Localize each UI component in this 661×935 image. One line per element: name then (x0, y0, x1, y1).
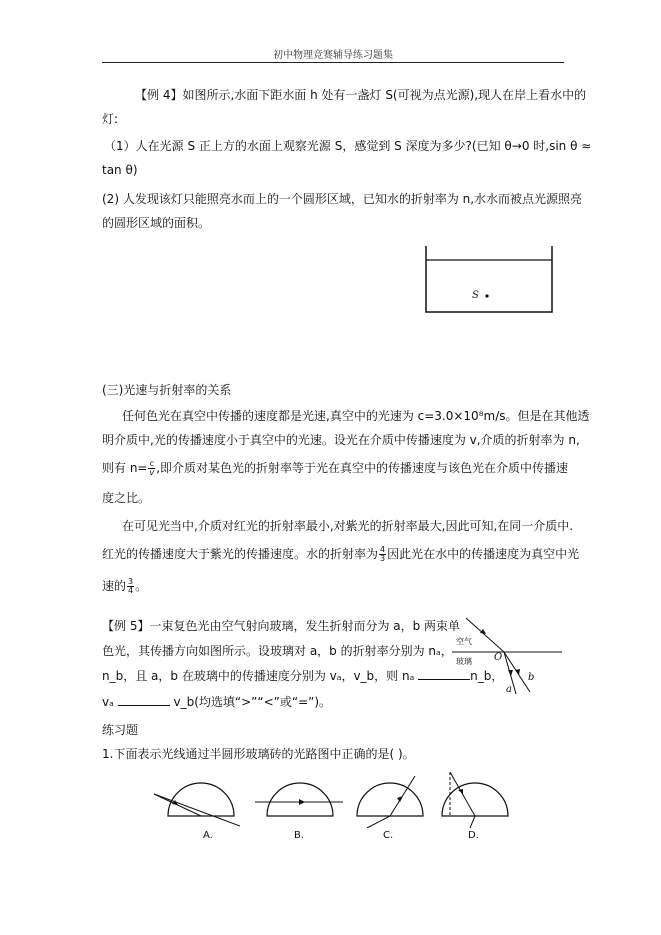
option-a-figure (150, 772, 240, 832)
section3-heading: (三)光速与折射率的关系 (102, 383, 232, 397)
practice-q1: 1.下面表示光线通过半圆形玻璃砖的光路图中正确的是( )。 (102, 747, 415, 761)
fraction-c-over-v: $\frac{c}{v}$ (149, 459, 155, 477)
section3-p2-line3: 速的 $\frac{3}{4}$ 。 (102, 577, 148, 595)
example4-line2: 灯: (102, 112, 119, 126)
light-source-label: S (472, 290, 479, 301)
section3-p1-line2: 明介质中,光的传播速度小于真空中的光速。设光在介质中传播速度为 v,介质的折射率为 n, (102, 433, 580, 447)
air-label: 空气 (456, 637, 472, 646)
option-c-label: C. (383, 830, 394, 841)
section3-p2-line1: 在可见光当中,介质对红光的折射率最小,对紫光的折射率最大,因此可知,在同一介质中. (122, 519, 574, 533)
example4-q2-line1: (2) 人发现该灯只能照亮水而上的一个圆形区域，已知水的折射率为 n,水水而被点光源照亮 (102, 192, 583, 206)
fraction-4-over-3: $\frac{4}{3}$ (380, 545, 386, 563)
option-a-label: A. (203, 830, 213, 841)
option-c-figure (345, 772, 435, 832)
ray-b-label: b (528, 672, 535, 683)
page-header: 初中物理竞赛辅导练习题集 (273, 50, 393, 61)
option-b-figure (255, 772, 345, 832)
section3-p1-line1: 任何色光在真空中传播的速度都是光速,真空中的光速为 c=3.0×10⁸m/s。但是在其他透 (122, 409, 590, 423)
section3-p2-line2: 红光的传播速度大于紫光的传播速度。水的折射率为 $\frac{4}{3}$ 因此光在水中的传播速度为真空中光 (102, 545, 580, 563)
option-d-label: D. (468, 830, 479, 841)
practice-heading: 练习题 (102, 723, 139, 737)
fraction-3-over-4: $\frac{3}{4}$ (128, 577, 134, 595)
example5-line1: 【例 5】一束复色光由空气射向玻璃，发生折射而分为 a，b 两束单 (102, 619, 461, 633)
option-b-label: B. (294, 830, 305, 841)
point-o-label: O (494, 652, 503, 663)
header-divider (102, 62, 564, 63)
example4-q2-line2: 的圆形区域的面积。 (102, 216, 211, 230)
water-tank-figure (420, 244, 560, 316)
answer-blank-v[interactable] (118, 694, 170, 706)
glass-label: 玻璃 (456, 657, 472, 666)
example4-q1-line1: （1）人在光源 S 正上方的水面上观察光源 S，感觉到 S 深度为多少?(已知 θ→0 时,sin θ ≈ (104, 139, 592, 153)
example4-line1: 【例 4】如图所示,水面下距水面 h 处有一盏灯 S(可视为点光源),现人在岸上看水中的 (135, 88, 587, 102)
section3-p1-line4: 度之比。 (102, 491, 151, 505)
ray-a-label: a (506, 684, 512, 695)
example4-q1-line2: tan θ) (102, 163, 138, 177)
example5-line2: 色光，其传播方向如图所示。设玻璃对 a，b 的折射率分别为 nₐ， (102, 644, 453, 658)
example5-line3: n_b，且 a，b 在玻璃中的传播速度分别为 vₐ，v_b，则 nₐ n_b， (102, 669, 504, 683)
example5-line4: vₐ v_b(均选填“>”“<”或“=”)。 (102, 695, 332, 709)
option-d-figure (430, 772, 520, 832)
section3-p1-line3: 则有 n= $\frac{c}{v}$ ,即介质对某色光的折射率等于光在真空中的传播速度与该色光在介质中传播速 (102, 459, 569, 477)
